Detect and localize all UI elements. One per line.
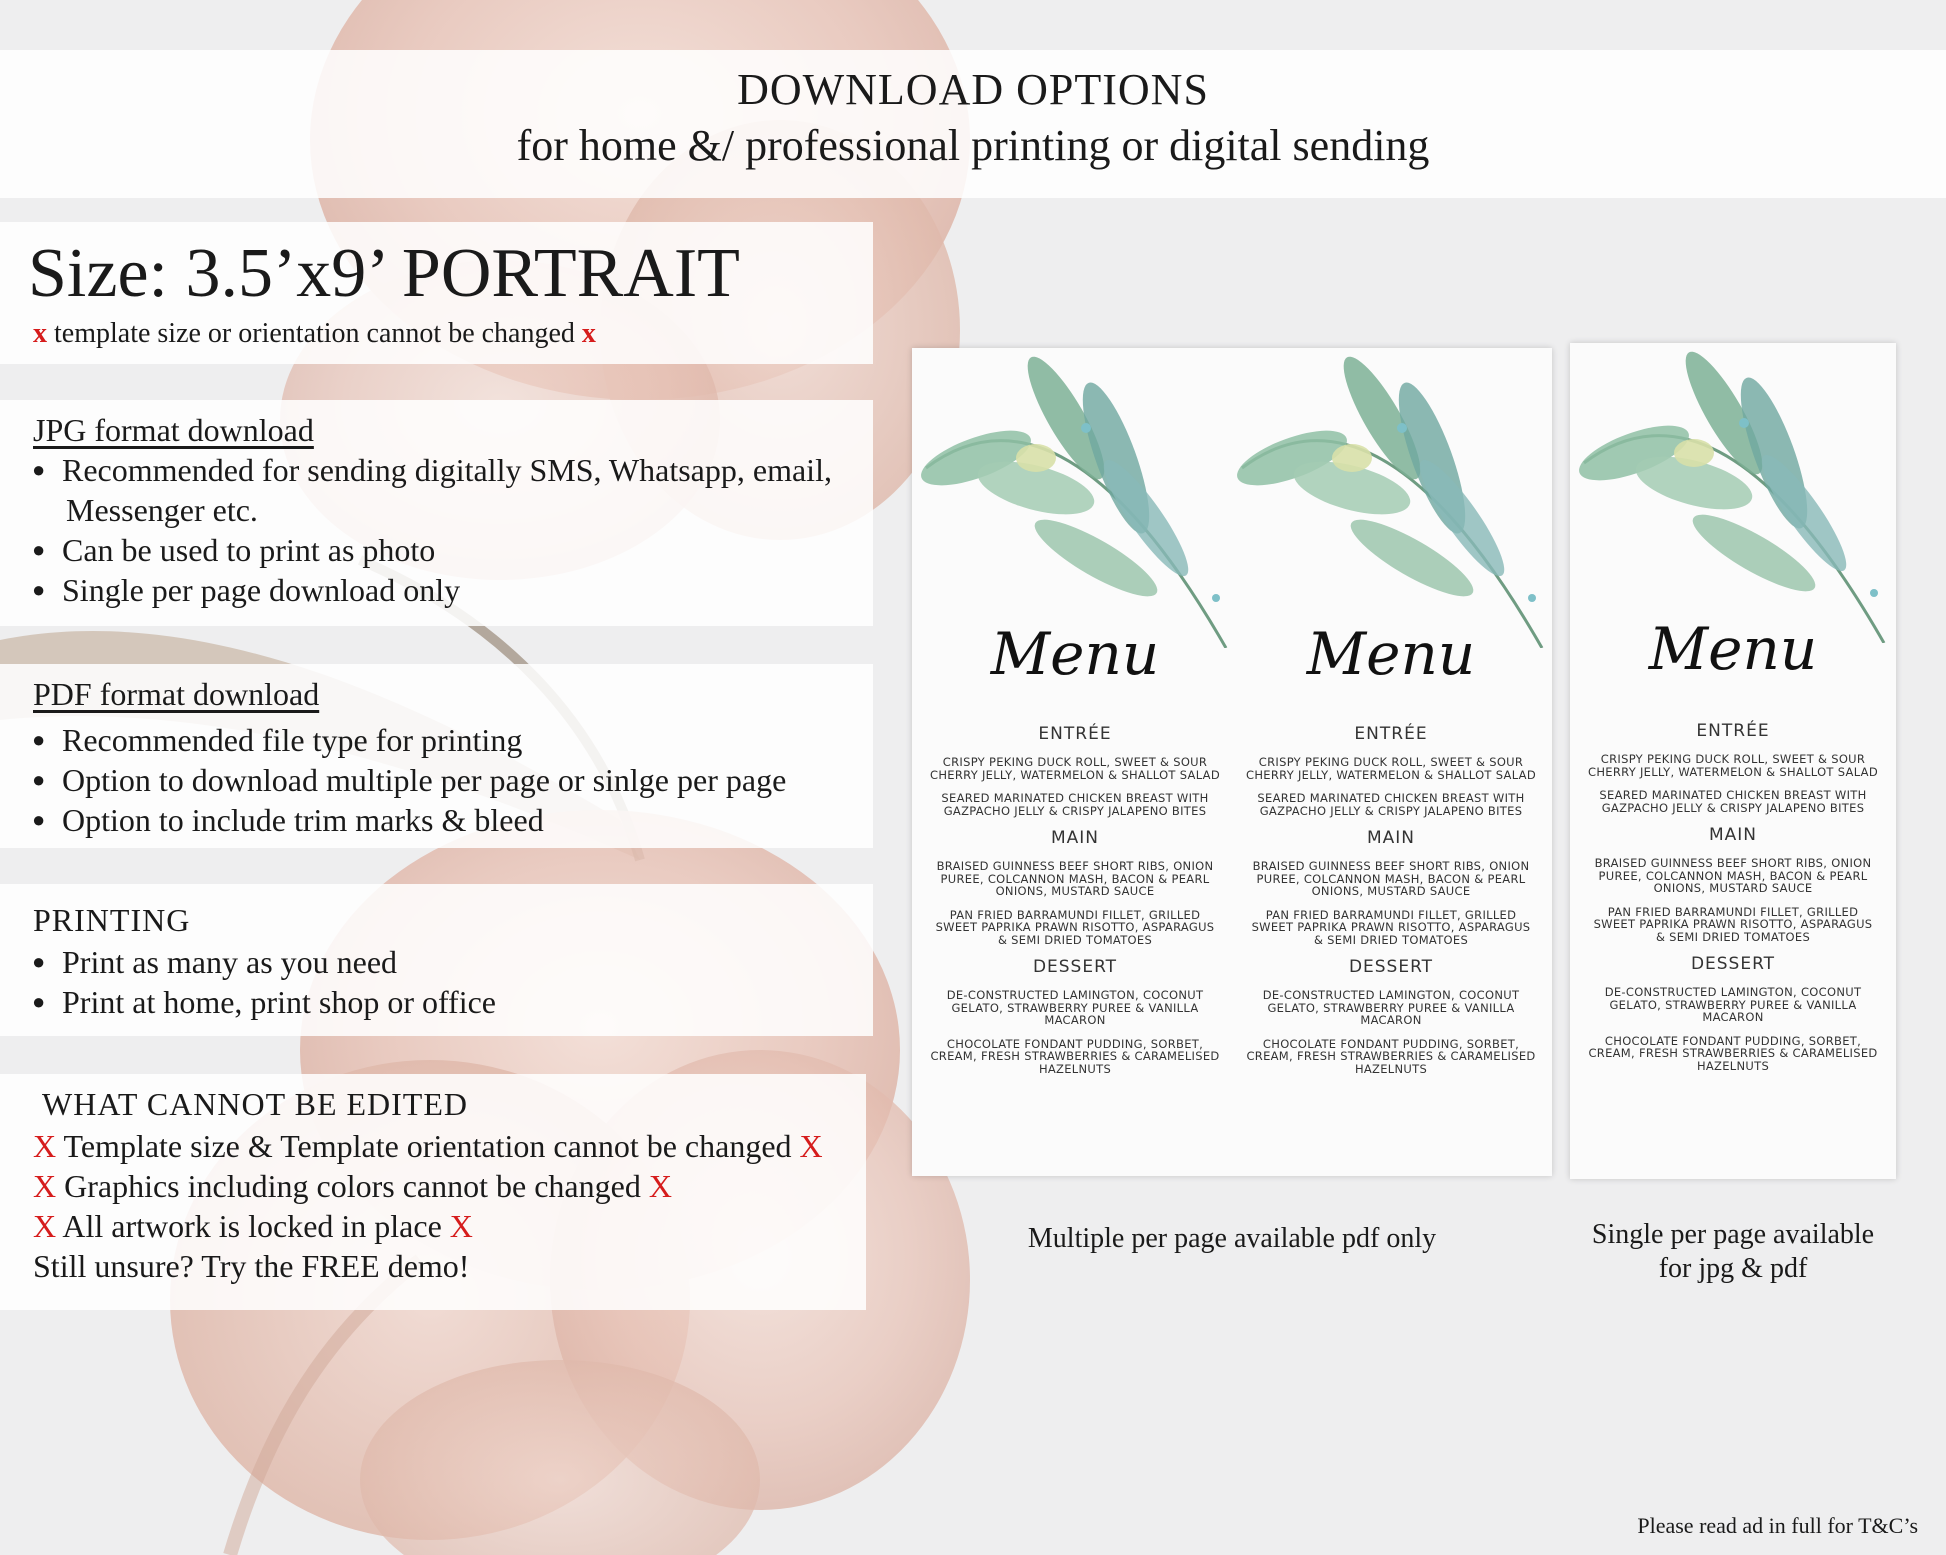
size-section	[0, 222, 873, 364]
page-subtitle: for home &/ professional printing or digital sending	[516, 121, 1430, 170]
menu-script-title: Menu	[1306, 620, 1476, 688]
x-mark-icon: X	[449, 1208, 473, 1244]
menu-section-heading: ENTRÉE	[1354, 724, 1428, 744]
header-banner	[0, 50, 1946, 198]
menu-panel	[1574, 343, 1892, 1179]
terms-note: Please read ad in full for T&C’s	[1637, 1513, 1918, 1538]
menu-item: CRISPY PEKING DUCK ROLL, SWEET & SOUR CHERRY JELLY, WATERMELON & SHALLOT SALAD	[1246, 755, 1536, 782]
list-item: ● Can be used to print as photo	[30, 530, 832, 570]
x-mark-icon: X	[33, 1208, 57, 1244]
size-note	[33, 318, 596, 350]
menu-item: DE-CONSTRUCTED LAMINGTON, COCONUT GELATO, STRAWBERRY PUREE & VANILLA MACARON	[1604, 985, 1862, 1024]
list-item: ● Print as many as you need	[30, 942, 496, 982]
menu-section-heading: ENTRÉE	[1038, 724, 1112, 744]
list-item: ● Single per page download only	[30, 570, 832, 610]
leaf-branch-icon	[916, 348, 1234, 648]
cannot-edit-heading: WHAT CANNOT BE EDITED	[42, 1086, 468, 1122]
menu-item: SEARED MARINATED CHICKEN BREAST WITH GAZPACHO JELLY & CRISPY JALAPENO BITES	[1599, 788, 1867, 815]
menu-section-heading: ENTRÉE	[1696, 721, 1770, 741]
list-item-continuation: Messenger etc.	[66, 492, 258, 528]
list-item: ● Recommended file type for printing	[30, 720, 786, 760]
menu-section-heading: DESSERT	[1032, 957, 1118, 977]
pdf-section	[0, 664, 873, 848]
menu-body	[1246, 724, 1536, 1086]
menu-section-heading: MAIN	[1050, 828, 1100, 848]
x-mark-icon: x	[33, 318, 47, 349]
menu-body	[930, 724, 1220, 1086]
caption-single: Single per page available for jpg & pdf	[1591, 1219, 1875, 1284]
menu-item: BRAISED GUINNESS BEEF SHORT RIBS, ONION PUREE, COLCANNON MASH, BACON & PEARL ONIONS, MUSTARD SAUCE	[1594, 856, 1872, 895]
menu-item: CHOCOLATE FONDANT PUDDING, SORBET, CREAM, FRESH STRAWBERRIES & CARAMELISED HAZELNUTS	[1246, 1036, 1536, 1076]
menu-item: SEARED MARINATED CHICKEN BREAST WITH GAZPACHO JELLY & CRISPY JALAPENO BITES	[941, 791, 1209, 818]
printing-section	[0, 884, 873, 1036]
demo-note: Still unsure? Try the FREE demo!	[33, 1248, 470, 1284]
cannot-edit-section	[0, 1074, 866, 1310]
menu-item: CHOCOLATE FONDANT PUDDING, SORBET, CREAM, FRESH STRAWBERRIES & CARAMELISED HAZELNUTS	[1588, 1033, 1878, 1073]
leaf-branch-icon	[1232, 348, 1550, 648]
list-item: X Template size & Template orientation cannot be changed X	[33, 1128, 823, 1164]
jpg-bullet-list	[30, 450, 832, 610]
menu-section-heading: DESSERT	[1690, 954, 1776, 974]
x-mark-icon: X	[33, 1128, 57, 1164]
menu-item: SEARED MARINATED CHICKEN BREAST WITH GAZPACHO JELLY & CRISPY JALAPENO BITES	[1257, 791, 1525, 818]
menu-section-heading: DESSERT	[1348, 957, 1434, 977]
menu-item: PAN FRIED BARRAMUNDI FILLET, GRILLED SWEET PAPRIKA PRAWN RISOTTO, ASPARAGUS & SEMI DRIED TOMATOES	[935, 907, 1215, 947]
menu-item: CRISPY PEKING DUCK ROLL, SWEET & SOUR CHERRY JELLY, WATERMELON & SHALLOT SALAD	[1588, 752, 1878, 779]
list-item: X Graphics including colors cannot be changed X	[33, 1168, 672, 1204]
cannot-edit-list	[33, 1126, 823, 1286]
list-item: ● Print at home, print shop or office	[30, 982, 496, 1022]
x-mark-icon: X	[33, 1168, 57, 1204]
list-item: X All artwork is locked in place X	[33, 1208, 473, 1244]
menu-preview-single	[1570, 343, 1896, 1179]
menu-item: DE-CONSTRUCTED LAMINGTON, COCONUT GELATO, STRAWBERRY PUREE & VANILLA MACARON	[1262, 988, 1520, 1027]
printing-bullet-list	[30, 942, 496, 1022]
menu-section-heading: MAIN	[1708, 825, 1758, 845]
list-item: ● Option to include trim marks & bleed	[30, 800, 786, 840]
list-item: ● Recommended for sending digitally SMS, Whatsapp, email, Messenger etc.	[30, 450, 832, 530]
list-item: ● Option to download multiple per page or sinlge per page	[30, 760, 786, 800]
menu-preview-multiple	[912, 348, 1552, 1176]
menu-item: BRAISED GUINNESS BEEF SHORT RIBS, ONION PUREE, COLCANNON MASH, BACON & PEARL ONIONS, MUSTARD SAUCE	[1252, 859, 1530, 898]
page-title: DOWNLOAD OPTIONS	[737, 65, 1209, 114]
x-mark-icon: X	[799, 1128, 823, 1164]
x-mark-icon: x	[581, 318, 596, 349]
menu-item: CRISPY PEKING DUCK ROLL, SWEET & SOUR CHERRY JELLY, WATERMELON & SHALLOT SALAD	[930, 755, 1220, 782]
menu-item: BRAISED GUINNESS BEEF SHORT RIBS, ONION PUREE, COLCANNON MASH, BACON & PEARL ONIONS, MUSTARD SAUCE	[936, 859, 1214, 898]
menu-item: PAN FRIED BARRAMUNDI FILLET, GRILLED SWEET PAPRIKA PRAWN RISOTTO, ASPARAGUS & SEMI DRIED TOMATOES	[1593, 904, 1873, 944]
menu-item: DE-CONSTRUCTED LAMINGTON, COCONUT GELATO, STRAWBERRY PUREE & VANILLA MACARON	[946, 988, 1204, 1027]
menu-body	[1588, 721, 1878, 1083]
printing-heading: PRINTING	[33, 902, 191, 938]
menu-script-title: Menu	[990, 620, 1160, 688]
size-title: Size: 3.5’x9’ PORTRAIT	[28, 235, 740, 312]
menu-panel	[916, 348, 1234, 1176]
jpg-section	[0, 400, 873, 626]
menu-item: CHOCOLATE FONDANT PUDDING, SORBET, CREAM, FRESH STRAWBERRIES & CARAMELISED HAZELNUTS	[930, 1036, 1220, 1076]
pdf-bullet-list	[30, 720, 786, 840]
caption-multiple: Multiple per page available pdf only	[1027, 1223, 1437, 1254]
menu-item: PAN FRIED BARRAMUNDI FILLET, GRILLED SWEET PAPRIKA PRAWN RISOTTO, ASPARAGUS & SEMI DRIED TOMATOES	[1251, 907, 1531, 947]
menu-script-title: Menu	[1648, 615, 1818, 683]
menu-panel	[1232, 348, 1550, 1176]
jpg-heading: JPG format download	[33, 412, 314, 448]
pdf-heading: PDF format download	[33, 676, 320, 712]
menu-section-heading: MAIN	[1366, 828, 1416, 848]
leaf-branch-icon	[1574, 343, 1892, 643]
x-mark-icon: X	[648, 1168, 672, 1204]
size-note-text: template size or orientation cannot be changed	[54, 318, 575, 349]
